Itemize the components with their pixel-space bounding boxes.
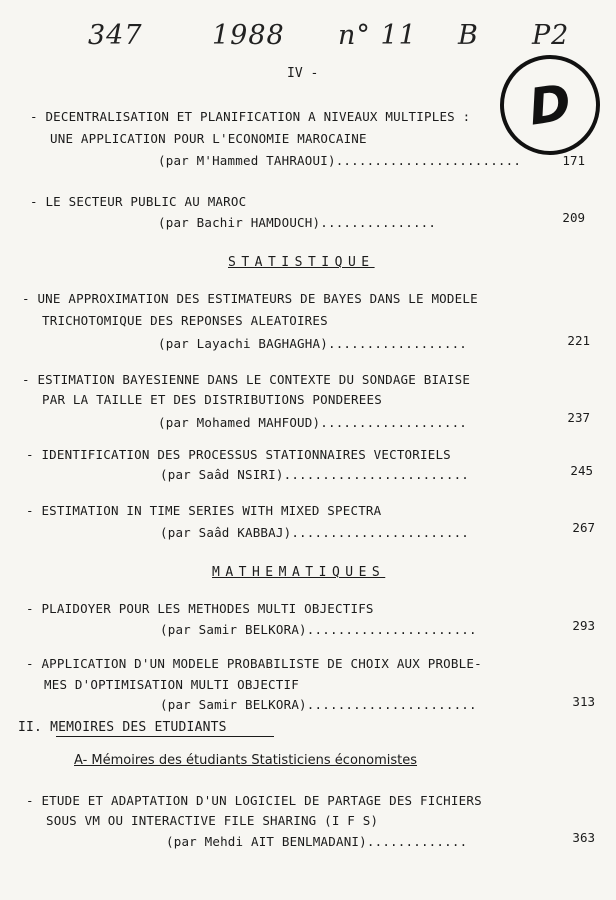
entry-author: (par Saâd NSIRI)........................ xyxy=(160,467,470,482)
entry-page: 171 xyxy=(562,153,585,168)
underline xyxy=(56,736,274,737)
entry-page: 209 xyxy=(562,210,585,225)
entry-page: 363 xyxy=(572,830,595,845)
entry-title-line: - APPLICATION D'UN MODELE PROBABILISTE DE CHOIX AUX PROBLE- xyxy=(26,656,482,671)
page-number: IV - xyxy=(287,66,319,81)
handwritten-note-3: n° 11 xyxy=(338,20,417,51)
entry-title-line: TRICHOTOMIQUE DES REPONSES ALEATOIRES xyxy=(42,313,328,328)
section-heading-memoires: II. MEMOIRES DES ETUDIANTS xyxy=(18,720,227,735)
entry-page: 293 xyxy=(572,618,595,633)
entry-title-line: - PLAIDOYER POUR LES METHODES MULTI OBJECTIFS xyxy=(26,601,374,616)
handwritten-note-1: 347 xyxy=(88,20,143,51)
entry-title-line: - ESTIMATION BAYESIENNE DANS LE CONTEXTE DU SONDAGE BIAISE xyxy=(22,372,471,387)
entry-title-line: - ETUDE ET ADAPTATION D'UN LOGICIEL DE PARTAGE DES FICHIERS xyxy=(26,793,482,808)
entry-author: (par Bachir HAMDOUCH)............... xyxy=(158,215,437,230)
entry-title-line: UNE APPLICATION POUR L'ECONOMIE MAROCAINE xyxy=(50,131,367,146)
section-heading-statistique: STATISTIQUE xyxy=(228,255,375,270)
handwritten-note-4: B xyxy=(458,20,479,51)
entry-title-line: - UNE APPROXIMATION DES ESTIMATEURS DE BAYES DANS LE MODELE xyxy=(22,291,478,306)
entry-author: (par Layachi BAGHAGHA).................. xyxy=(158,336,468,351)
entry-page: 237 xyxy=(567,410,590,425)
entry-title-line: MES D'OPTIMISATION MULTI OBJECTIF xyxy=(44,677,299,692)
section-heading-mathematiques: MATHEMATIQUES xyxy=(212,565,386,580)
entry-author: (par Saâd KABBAJ)....................... xyxy=(160,525,470,540)
entry-page: 221 xyxy=(567,333,590,348)
entry-page: 267 xyxy=(572,520,595,535)
entry-author: (par Samir BELKORA)...................... xyxy=(160,697,477,712)
entry-author: (par M'Hammed TAHRAOUI)........................ xyxy=(158,153,522,168)
entry-author: (par Samir BELKORA)...................... xyxy=(160,622,477,637)
handwritten-note-2: 1988 xyxy=(212,20,285,51)
entry-title-line: PAR LA TAILLE ET DES DISTRIBUTIONS PONDEREES xyxy=(42,392,382,407)
entry-title-line: - ESTIMATION IN TIME SERIES WITH MIXED SPECTRA xyxy=(26,503,382,518)
entry-page: 313 xyxy=(572,694,595,709)
entry-title-line: - LE SECTEUR PUBLIC AU MAROC xyxy=(30,194,247,209)
entry-author: (par Mehdi AIT BENLMADANI)............. xyxy=(166,834,468,849)
entry-page: 245 xyxy=(570,463,593,478)
entry-title-line: - DECENTRALISATION ET PLANIFICATION A NIVEAUX MULTIPLES : xyxy=(30,109,471,124)
subsection-heading: A- Mémoires des étudiants Statisticiens économistes xyxy=(74,753,418,768)
entry-title-line: SOUS VM OU INTERACTIVE FILE SHARING (I F S) xyxy=(46,813,379,828)
handwritten-note-5: P2 xyxy=(532,20,570,51)
entry-author: (par Mohamed MAHFOUD)................... xyxy=(158,415,468,430)
stamp: D xyxy=(494,49,607,162)
entry-title-line: - IDENTIFICATION DES PROCESSUS STATIONNAIRES VECTORIELS xyxy=(26,447,451,462)
